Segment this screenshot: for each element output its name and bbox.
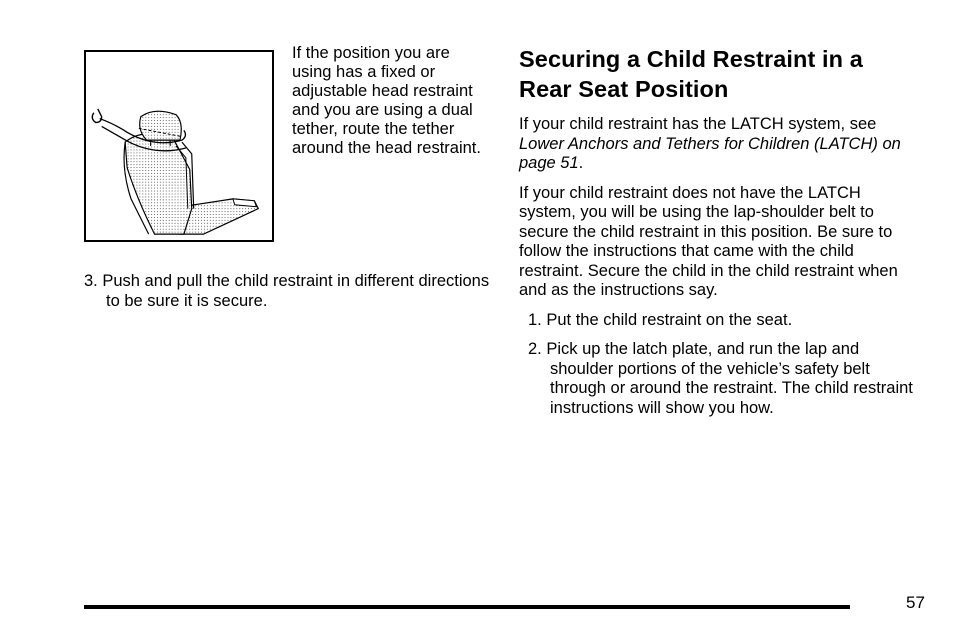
latch-reference-suffix: . [578,154,584,172]
no-latch-paragraph: If your child restraint does not have the LATCH system, you will be using the lap-shoulder belt to secure the child restraint in this position. Be sure to follow the instructions that came with the child restraint. Secure the child in the child restraint when and as the instructions say. [519,183,898,299]
section-heading [519,44,919,104]
page-number: 57 [906,593,925,612]
latch-reference-link[interactable]: Lower Anchors and Tethers for Children (LATCH) on page 51 [519,134,901,172]
steps-list [519,311,919,419]
right-column [519,44,919,428]
list-item: 1. Put the child restraint on the seat. [528,310,793,329]
latch-reference-prefix: If your child restraint has the LATCH system, see [519,115,877,133]
list-item: 2. Pick up the latch plate, and run the lap and shoulder portions of the vehicle’s safety belt through or around the restraint. The child restraint instructions will show you how. [528,340,913,417]
child-seat-tether-illustration [84,50,274,242]
footer-divider [84,605,850,609]
section-heading-line-2: Rear Seat Position [519,76,729,102]
step-3-text: 3. Push and pull the child restraint in different directions to be sure it is secure. [84,272,490,310]
head-restraint-note: If the position you are using has a fixed or adjustable head restraint and you are using a dual tether, route the tether around the head restraint. [292,44,481,157]
latch-reference-paragraph [519,115,919,174]
seat-drawing-icon [86,52,272,240]
section-heading-line-1: Securing a Child Restraint in a [519,46,863,72]
